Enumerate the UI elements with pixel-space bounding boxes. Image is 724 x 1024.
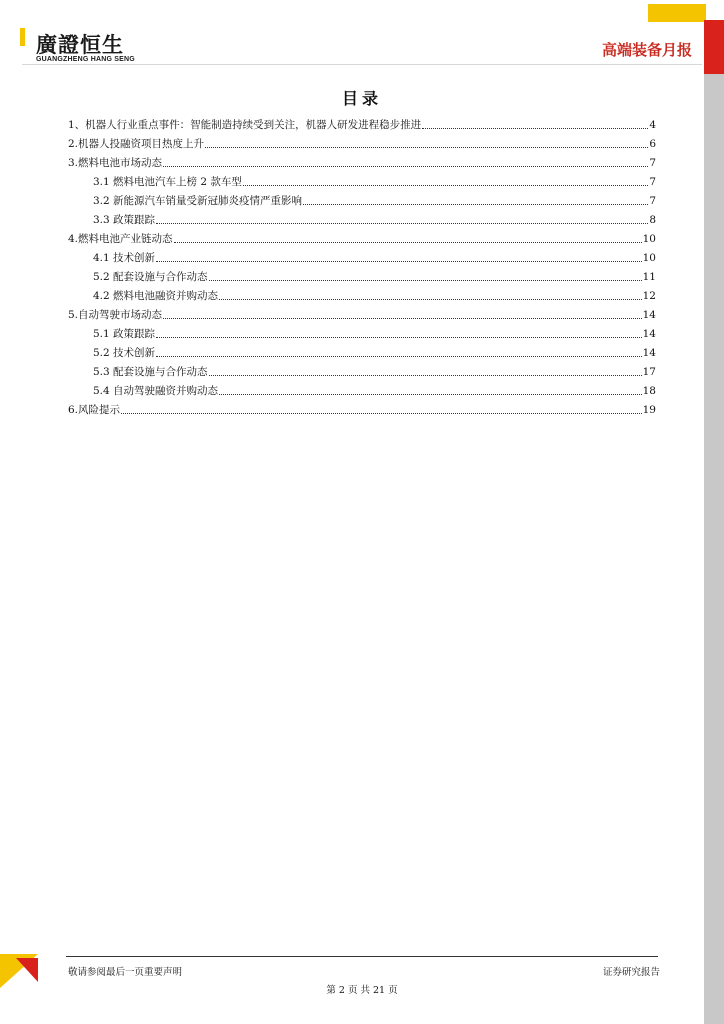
toc-leader-dots [303,204,648,205]
toc-entry[interactable] [68,115,656,134]
toc-leader-dots [156,337,642,338]
toc-title: 目录 [341,89,382,108]
toc-entry-page: 6 [649,137,656,150]
table-of-contents [68,115,656,419]
toc-entry[interactable] [68,343,656,362]
toc-leader-dots [156,356,642,357]
toc-entry-page: 7 [649,194,656,207]
toc-entry-page: 11 [642,270,656,283]
toc-entry[interactable] [68,229,656,248]
toc-entry-label: 5.2 配套设施与合作动态 [93,271,208,283]
toc-entry[interactable] [68,324,656,343]
toc-entry-page: 14 [642,308,656,321]
toc-entry-page: 14 [642,346,656,359]
footer-report-kind: 证券研究报告 [602,967,660,978]
toc-leader-dots [174,242,642,243]
toc-entry[interactable] [68,362,656,381]
toc-entry[interactable] [68,172,656,191]
toc-entry-label: 5.4 自动驾驶融资并购动态 [93,385,219,397]
toc-entry-page: 10 [642,232,656,245]
toc-entry[interactable] [68,286,656,305]
toc-entry-label: 3.2 新能源汽车销量受新冠肺炎疫情严重影响 [93,195,303,207]
toc-entry-label: 3.1 燃料电池汽车上榜 2 款车型 [93,176,242,188]
toc-entry-page: 12 [642,289,656,302]
company-logo [20,28,160,66]
footer-disclaimer: 敬请参阅最后一页重要声明 [68,967,183,978]
toc-entry-page: 7 [649,175,656,188]
logo-mark-icon [20,28,25,46]
toc-entry-label: 4.1 技术创新 [93,252,156,264]
footer-page-number: 第 2 页 共 21 页 [326,985,398,996]
toc-entry[interactable] [68,267,656,286]
toc-entry-page: 17 [642,365,656,378]
header-accent-bar [648,4,706,22]
toc-entry-page: 7 [649,156,656,169]
toc-entry[interactable] [68,381,656,400]
toc-leader-dots [205,147,648,148]
toc-leader-dots [156,261,642,262]
toc-entry[interactable] [68,153,656,172]
side-accent-gray [704,74,724,1024]
toc-entry[interactable] [68,134,656,153]
toc-entry-label: 3.3 政策跟踪 [93,214,156,226]
toc-entry-label: 2.机器人投融资项目热度上升 [68,138,205,150]
toc-entry[interactable] [68,191,656,210]
footer-corner-red [16,958,38,982]
toc-entry-label: 4.2 燃料电池融资并购动态 [93,290,219,302]
header-divider [22,64,702,65]
footer-divider [66,956,658,957]
toc-entry-page: 8 [649,213,656,226]
toc-leader-dots [163,166,648,167]
logo-english-name: GUANGZHENG HANG SENG [36,56,135,63]
toc-leader-dots [422,128,648,129]
toc-entry-page: 18 [642,384,656,397]
toc-entry-label: 3.燃料电池市场动态 [68,157,163,169]
toc-entry[interactable] [68,210,656,229]
toc-entry-label: 5.1 政策跟踪 [93,328,156,340]
toc-leader-dots [219,394,642,395]
toc-entry-label: 5.自动驾驶市场动态 [68,309,163,321]
side-accent-red [704,20,724,74]
logo-chinese-name: 廣證恒生 [36,33,124,57]
report-type-label: 高端装备月报 [601,41,692,59]
toc-entry-page: 19 [642,403,656,416]
toc-entry-label: 6.风险提示 [68,404,121,416]
toc-leader-dots [209,280,642,281]
toc-leader-dots [156,223,648,224]
toc-entry-label: 4.燃料电池产业链动态 [68,233,173,245]
toc-entry[interactable] [68,305,656,324]
toc-entry-label: 5.2 技术创新 [93,347,156,359]
toc-leader-dots [243,185,648,186]
toc-entry[interactable] [68,248,656,267]
toc-entry-label: 1、机器人行业重点事件：智能制造持续受到关注，机器人研发进程稳步推进 [68,119,422,131]
toc-leader-dots [209,375,642,376]
toc-entry-page: 4 [649,118,656,131]
toc-leader-dots [163,318,642,319]
toc-entry[interactable] [68,400,656,419]
toc-leader-dots [219,299,642,300]
toc-entry-page: 10 [642,251,656,264]
toc-entry-label: 5.3 配套设施与合作动态 [93,366,208,378]
toc-leader-dots [121,413,642,414]
toc-entry-page: 14 [642,327,656,340]
